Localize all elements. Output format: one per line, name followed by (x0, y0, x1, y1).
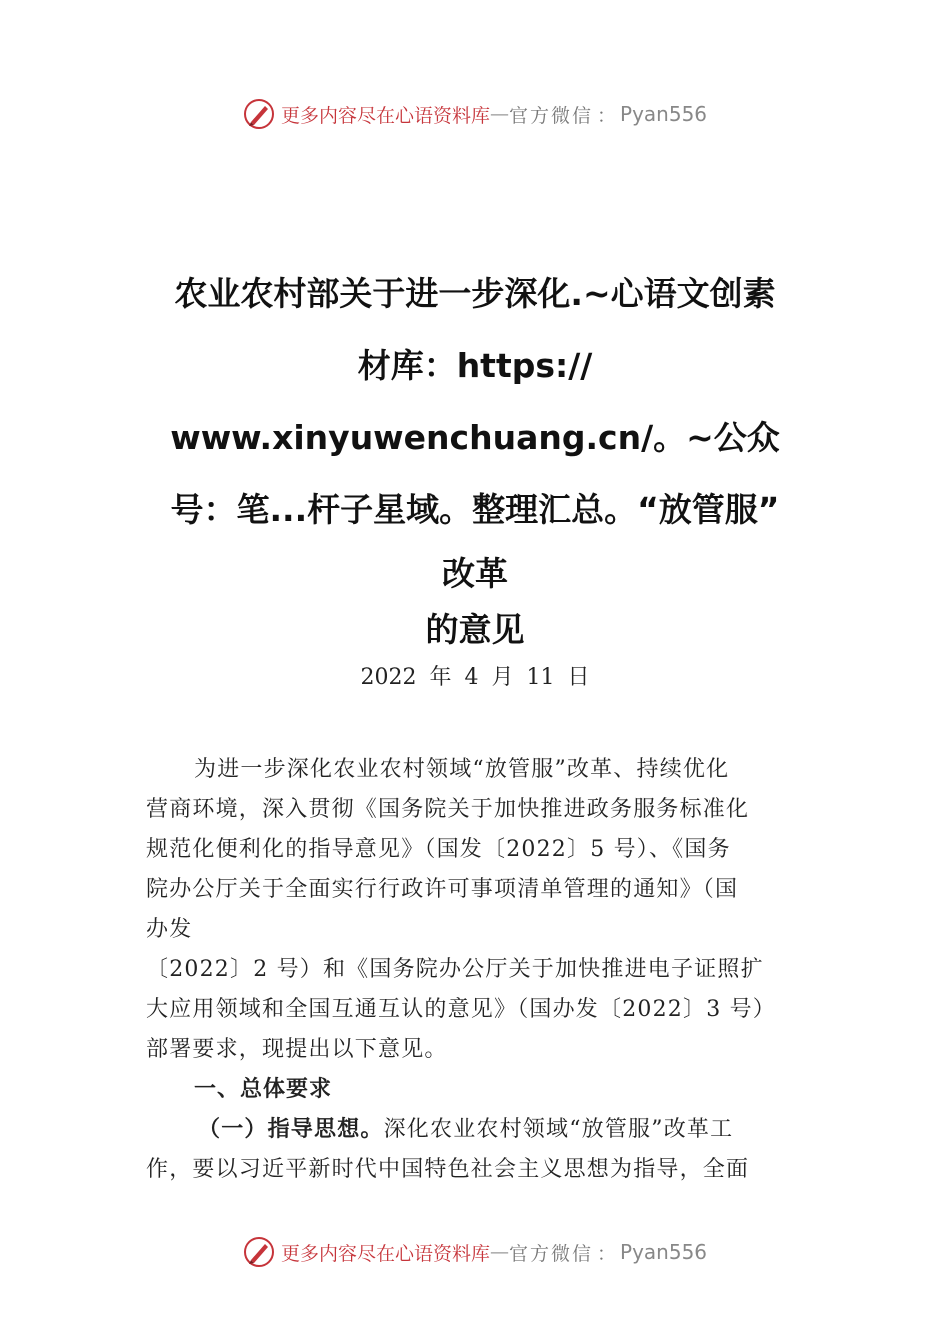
pen-logo-icon (243, 1236, 275, 1268)
title-line-1: 农业农村部关于进一步深化.~心语文创素 (174, 274, 776, 313)
footer-banner (0, 1232, 950, 1272)
subsection-line (146, 1110, 810, 1150)
section-heading: 一、总体要求 (194, 1077, 333, 1102)
title-line-5: 改革 (442, 554, 508, 593)
banner-brand: 更多内容尽在心语资料库 (280, 104, 490, 127)
document-body (146, 750, 810, 1190)
banner-dash: — (489, 103, 509, 125)
body-line: 院办公厅关于全面实行行政许可事项清单管理的通知》（国 (146, 877, 739, 902)
document-date: 2022 年 4 月 11 日 (360, 665, 590, 690)
body-line: 作，要以习近平新时代中国特色社会主义思想为指导，全面 (146, 1157, 750, 1182)
body-line: 规范化便利化的指导意见》（国发〔2022〕5 号）、《国务 (146, 837, 731, 862)
banner-wechat-label: 官方微信 (508, 1242, 593, 1265)
body-line: 营商环境，深入贯彻《国务院关于加快推进政务服务标准化 (146, 797, 750, 822)
banner-wechat-label: 官方微信 (508, 104, 593, 127)
body-line: 为进一步深化农业农村领域“放管服”改革、持续优化 (194, 757, 730, 782)
banner-brand: 更多内容尽在心语资料库 (280, 1242, 490, 1265)
body-line: 大应用领域和全国互通互认的意见》（国办发〔2022〕3 号） (146, 997, 776, 1022)
subsection-label: （一）指导思想。 (198, 1117, 384, 1142)
body-line: 部署要求，现提出以下意见。 (146, 1037, 448, 1062)
subsection-text: 深化农业农村领域“放管服”改革工 (383, 1117, 734, 1142)
body-line: 办发 (146, 917, 193, 942)
title-line-6: 的意见 (425, 610, 525, 649)
title-line-2: 材库：https:// (357, 346, 593, 385)
body-line: 〔2022〕2 号）和《国务院办公厅关于加快推进电子证照扩 (146, 957, 764, 982)
header-banner (0, 94, 950, 134)
banner-colon: ： (597, 104, 617, 127)
title-line-3: www.xinyuwenchuang.cn/。~公众 (170, 418, 780, 457)
banner-wechat-id: Pyan556 (620, 1240, 708, 1264)
banner-colon: ： (597, 1242, 617, 1265)
title-line-4: 号：笔...杆子星域。整理汇总。“放管服” (170, 490, 780, 529)
pen-logo-icon (243, 98, 275, 130)
banner-wechat-id: Pyan556 (620, 102, 708, 126)
document-title (130, 258, 820, 658)
banner-dash: — (489, 1241, 509, 1263)
